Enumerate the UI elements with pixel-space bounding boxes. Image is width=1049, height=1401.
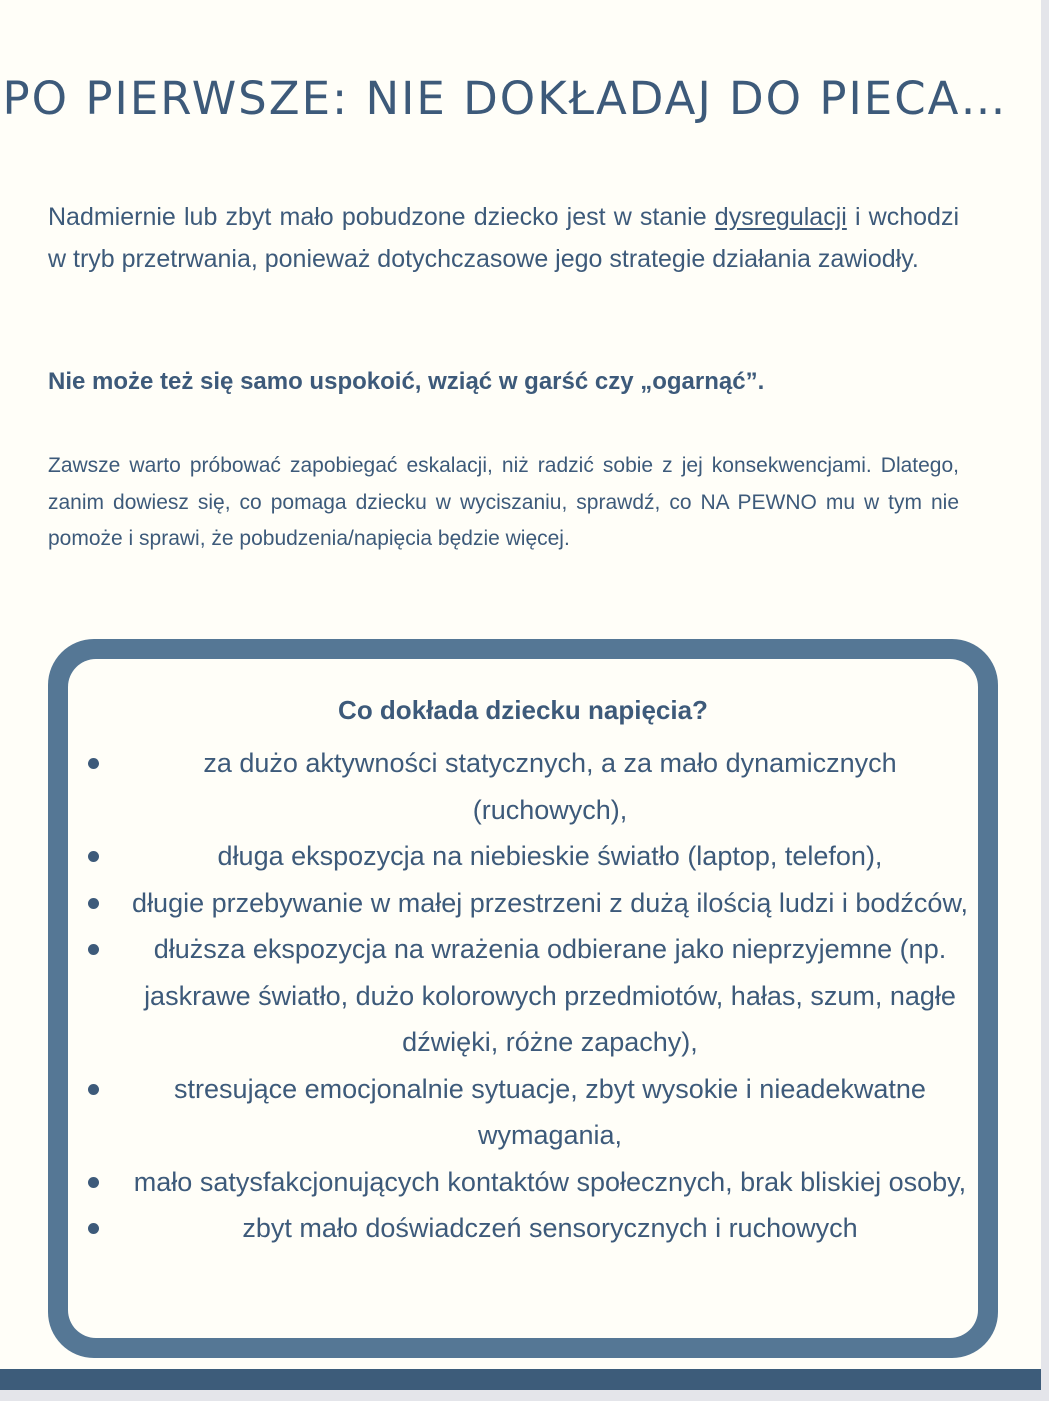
bullet-icon [88,1223,99,1234]
tension-box-title: Co dokłada dziecku napięcia? [338,695,708,725]
list-item-text: zbyt mało doświadczeń sensorycznych i ruchowych [242,1213,858,1243]
list-item [68,1205,978,1252]
tension-list [68,740,978,1252]
list-item [68,833,978,880]
list-item-text: długie przebywanie w małej przestrzeni z dużą ilością ludzi i bodźców, [132,887,968,918]
intro-text-rest: i wchodzi w tryb przetrwania, ponieważ dotychczasowe jego strategie działania zawiodły. [48,203,959,273]
intro-text-lead: Nadmiernie lub zbyt mało pobudzone dziecko jest w stanie [48,203,715,231]
list-item [68,926,978,1066]
bullet-icon [88,898,99,909]
advice-paragraph: Zawsze warto próbować zapobiegać eskalacji, niż radzić sobie z jej konsekwencjami. Dlatego, zanim dowiesz się, co pomaga dziecku w wyciszaniu, sprawdź, co NA PEWNO mu w tym nie pomoże i sprawi, że pobudzenia/napięcia będzie więcej. [48,454,959,550]
tension-box-inner [68,659,978,1338]
dysregulation-link[interactable]: dysregulacji [714,203,847,231]
list-item-text: stresujące emocjonalnie sytuacje, zbyt wysokie i nieadekwatne wymagania, [174,1073,926,1150]
bullet-icon [88,1177,99,1188]
list-item [68,880,978,927]
list-item-text: mało satysfakcjonujących kontaktów społecznych, brak bliskiej osoby, [133,1166,967,1197]
bullet-icon [88,1084,99,1095]
list-item [68,740,978,833]
page-title: PO PIERWSZE: NIE DOKŁADAJ DO PIECA… [2,72,1008,125]
list-item-text: za dużo aktywności statycznych, a za mało dynamicznych (ruchowych), [203,748,897,825]
tension-box [48,639,998,1358]
list-item-text: dłuższa ekspozycja na wrażenia odbierane jako nieprzyjemne (np. jaskrawe światło, dużo kolorowych przedmiotów, hałas, szum, nagłe dźwięki, różne zapachy), [144,934,956,1057]
bullet-icon [88,944,99,955]
bold-statement: Nie może też się samo uspokoić, wziąć w garść czy „ogarnąć”. [48,368,765,395]
bottom-bar [0,1369,1041,1390]
list-item [68,1159,978,1206]
list-item [68,1066,978,1159]
bullet-icon [88,758,99,769]
list-item-text: długa ekspozycja na niebieskie światło (laptop, telefon), [217,841,883,871]
intro-paragraph [48,196,959,280]
bullet-icon [88,851,99,862]
